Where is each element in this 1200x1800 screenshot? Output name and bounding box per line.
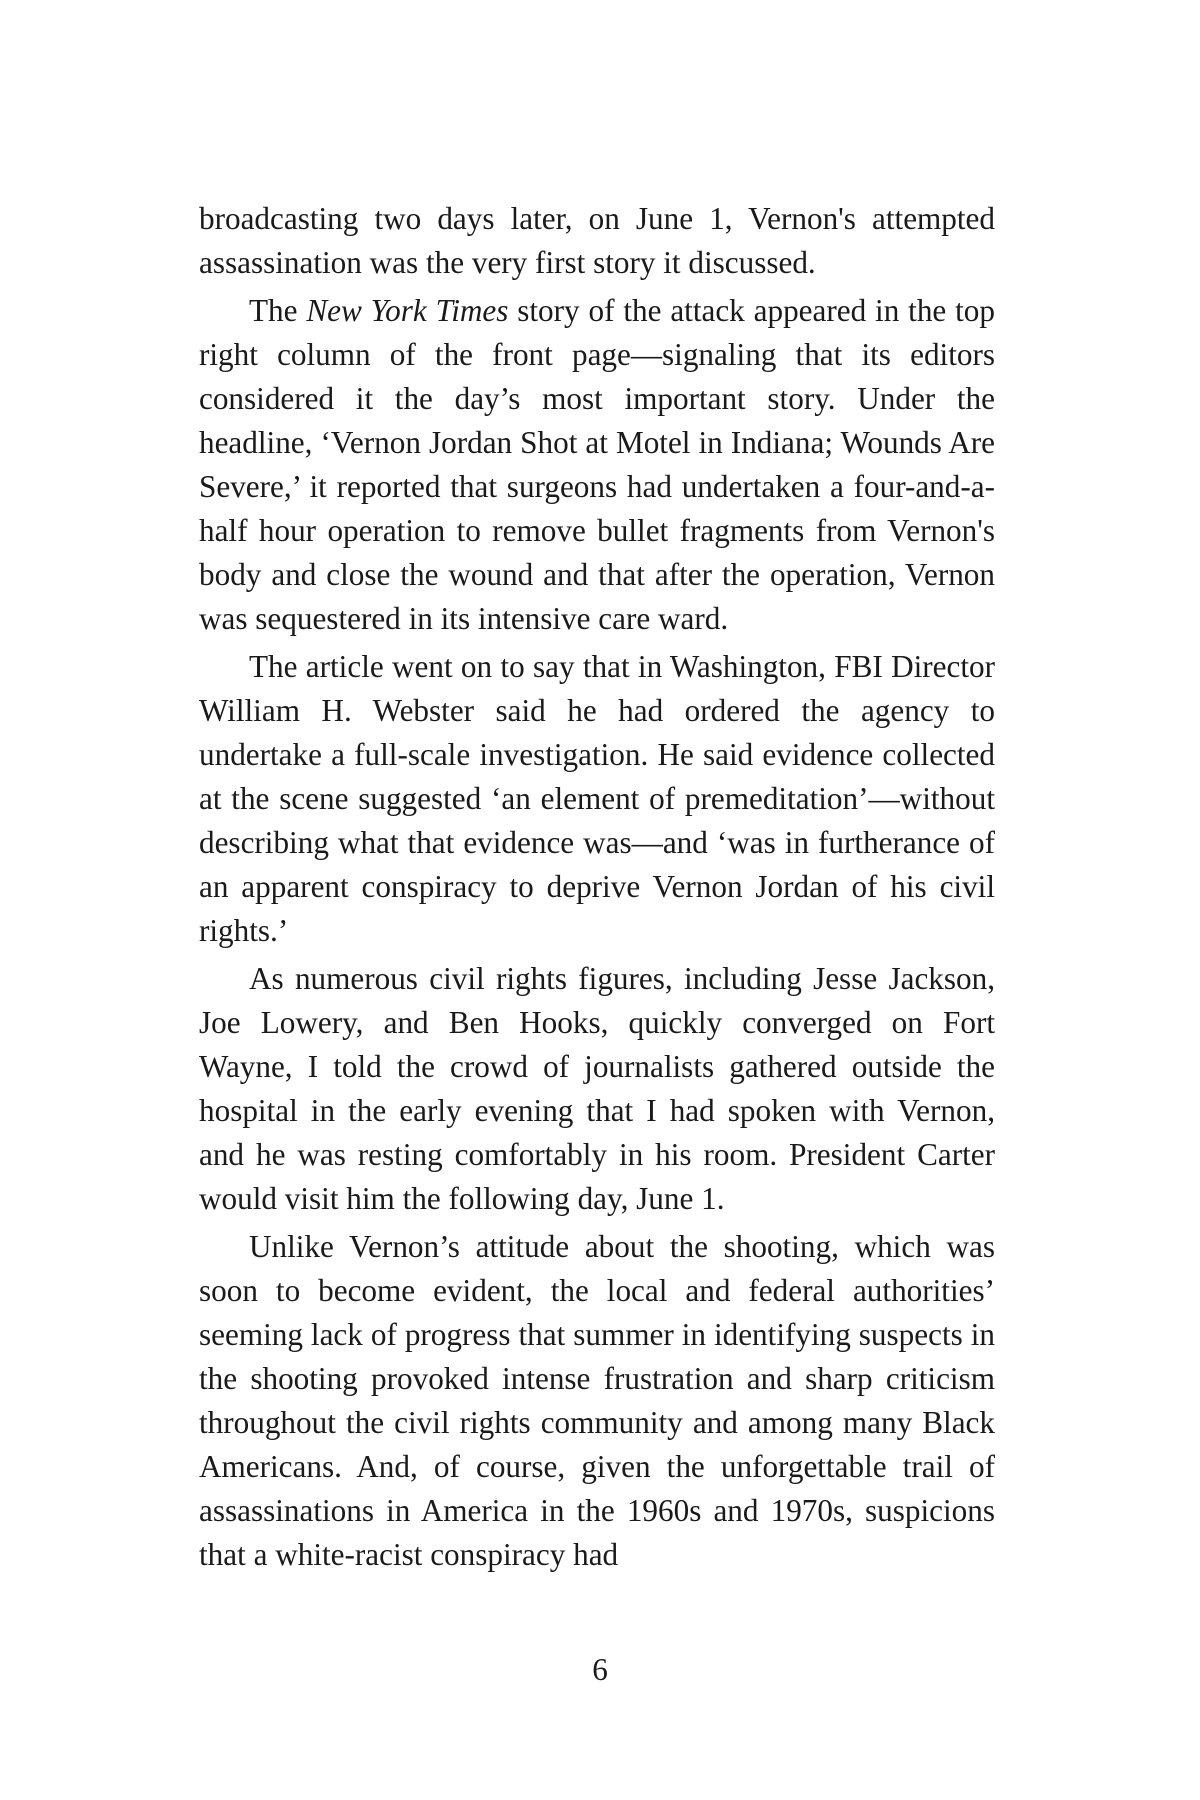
paragraph-1: broadcasting two days later, on June 1, Vernon's attempted assassination was the very first story it discussed. (199, 201, 995, 280)
paragraph-5: Unlike Vernon’s attitude about the shooting, which was soon to become evident, the local and federal authorities’ seeming lack of progress that summer in identifying suspects in the shooting provoked intense frustration and sharp criticism throughout the civil rights community and among many Black Americans. And, of course, given the unforgettable trail of assassinations in America in the 1960s and 1970s, suspicions that a white-racist conspiracy had (199, 1229, 995, 1572)
paragraph-3: The article went on to say that in Washington, FBI Director William H. Webster said he had ordered the agency to undertake a full-scale investigation. He said evidence collected at the scene suggested ‘an element of premeditation’—without describing what that evidence was—and ‘was in furtherance of an apparent conspiracy to deprive Vernon Jordan of his civil rights.’ (199, 649, 995, 948)
body-text (199, 197, 995, 1581)
paragraph-2-rest: story of the attack appeared in the top right column of the front page—signaling that its editors considered it the day’s most important story. Under the headline, ‘Vernon Jordan Shot at Motel in Indiana; Wounds Are Severe,’ it reported that surgeons had undertaken a four-and-a-half hour operation to remove bullet fragments from Vernon's body and close the wound and that after the operation, Vernon was sequestered in its intensive care ward. (199, 293, 995, 636)
paragraph-2-lead: The (249, 293, 307, 328)
publication-title: New York Times (306, 293, 509, 328)
paragraph-4: As numerous civil rights figures, including Jesse Jackson, Joe Lowery, and Ben Hooks, quickly converged on Fort Wayne, I told the crowd of journalists gathered outside the hospital in the early evening that I had spoken with Vernon, and he was resting comfortably in his room. President Carter would visit him the following day, June 1. (199, 961, 995, 1216)
paragraph-2 (199, 289, 995, 641)
page-number: 6 (592, 1652, 608, 1687)
